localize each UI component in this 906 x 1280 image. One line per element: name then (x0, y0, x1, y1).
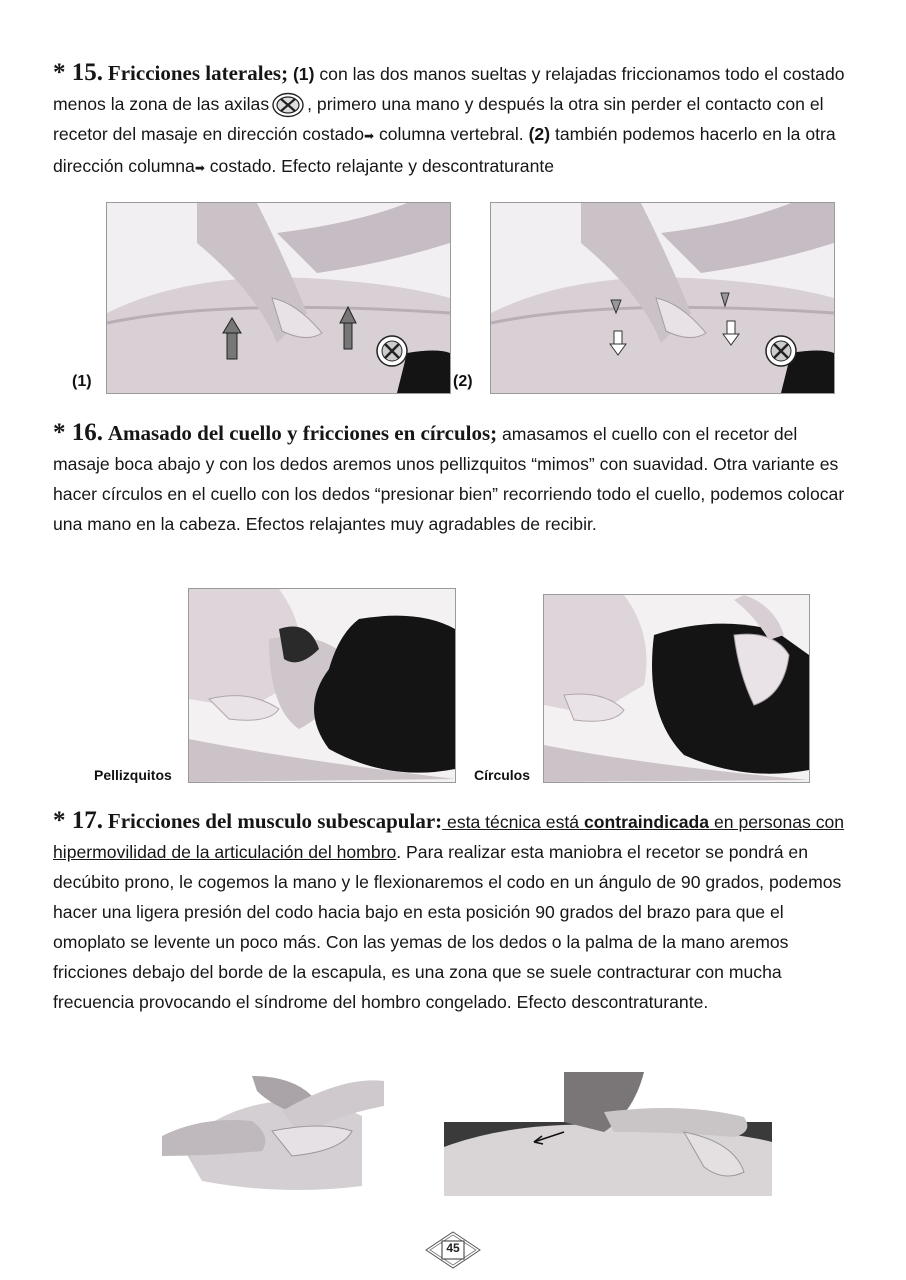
section-16 (53, 418, 853, 539)
section-17-warning-1: esta técnica está (442, 812, 584, 832)
section-15-text-4: también podemos hacerlo en la otra dirección columna (53, 124, 836, 176)
no-axilla-icon (377, 336, 407, 366)
section-17-number: * 17. (53, 807, 103, 834)
no-axilla-icon (271, 92, 305, 118)
photo-subscapular-2 (444, 1072, 772, 1196)
photo-lateral-friction-1 (106, 202, 451, 394)
section-16-number: * 16. (53, 419, 103, 446)
page-number (422, 1230, 484, 1270)
section-17-warning-2: en personas con hipermovilidad de la articulación del hombro (53, 812, 845, 862)
page-number-label: 45 (446, 1241, 460, 1255)
right-arrow-icon: ➡ (194, 161, 205, 175)
section-15-text-5: costado. Efecto relajante y descontraturante (204, 156, 555, 176)
photo-subscapular-1 (162, 1076, 384, 1196)
section-17-text: . Para realizar esta maniobra el recetor se pondrá en decúbito prono, le cogemos la mano y le flexionaremos el codo en un ángulo de 90 grados, podemos hacer una ligera presión del codo hacia bajo en esta posición 90 grados del brazo para que el omoplato se levente un poco más. Con las yemas de los dedos o la palma de la mano aremos fricciones debajo del borde de la escapula, es una zona que se suele contracturar con mucha frecuencia provocando el síndrome del hombro congelado. Efecto descontraturante. (53, 842, 842, 1012)
section-17 (53, 806, 853, 1017)
section-15-mark-2: (2) (528, 124, 551, 144)
no-axilla-icon (766, 336, 796, 366)
photo-pellizquitos (188, 588, 456, 783)
photo-circulos (543, 594, 810, 783)
section-17-warning-bold: contraindicada (583, 812, 710, 832)
section-15-title: Fricciones laterales; (107, 61, 289, 85)
photo-lateral-friction-2 (490, 202, 835, 394)
photo-2-caption: (2) (453, 373, 473, 390)
section-15-text-1: con las dos manos sueltas y relajadas friccionamos todo el costado menos la zona de las axilas (53, 64, 845, 114)
section-16-title: Amasado del cuello y fricciones en círculos; (107, 421, 498, 445)
section-16-text: amasamos el cuello con el recetor del masaje boca abajo y con los dedos aremos unos pellizquitos “mimos” con suavidad. Otra variante es hacer círculos en el cuello con los dedos “presionar bien” recorriendo todo el cuello, podemos colocar una mano en la cabeza. Efectos relajantes muy agradables de recibir. (53, 424, 845, 534)
circulos-caption: Círculos (474, 767, 531, 783)
photo-1-caption: (1) (72, 373, 92, 390)
section-17-title: Fricciones del musculo subescapular: (107, 809, 443, 833)
section-15-number: * 15. (53, 59, 103, 86)
right-arrow-icon: ➡ (364, 129, 375, 143)
section-15-text-2: , primero una mano y después la otra sin perder el contacto con el recetor del masaje en dirección costado (53, 94, 824, 144)
section-15 (53, 58, 853, 183)
section-15-mark-1: (1) (292, 64, 315, 84)
pellizquitos-caption: Pellizquitos (94, 767, 172, 783)
section-15-text-3: columna vertebral. (374, 124, 529, 144)
